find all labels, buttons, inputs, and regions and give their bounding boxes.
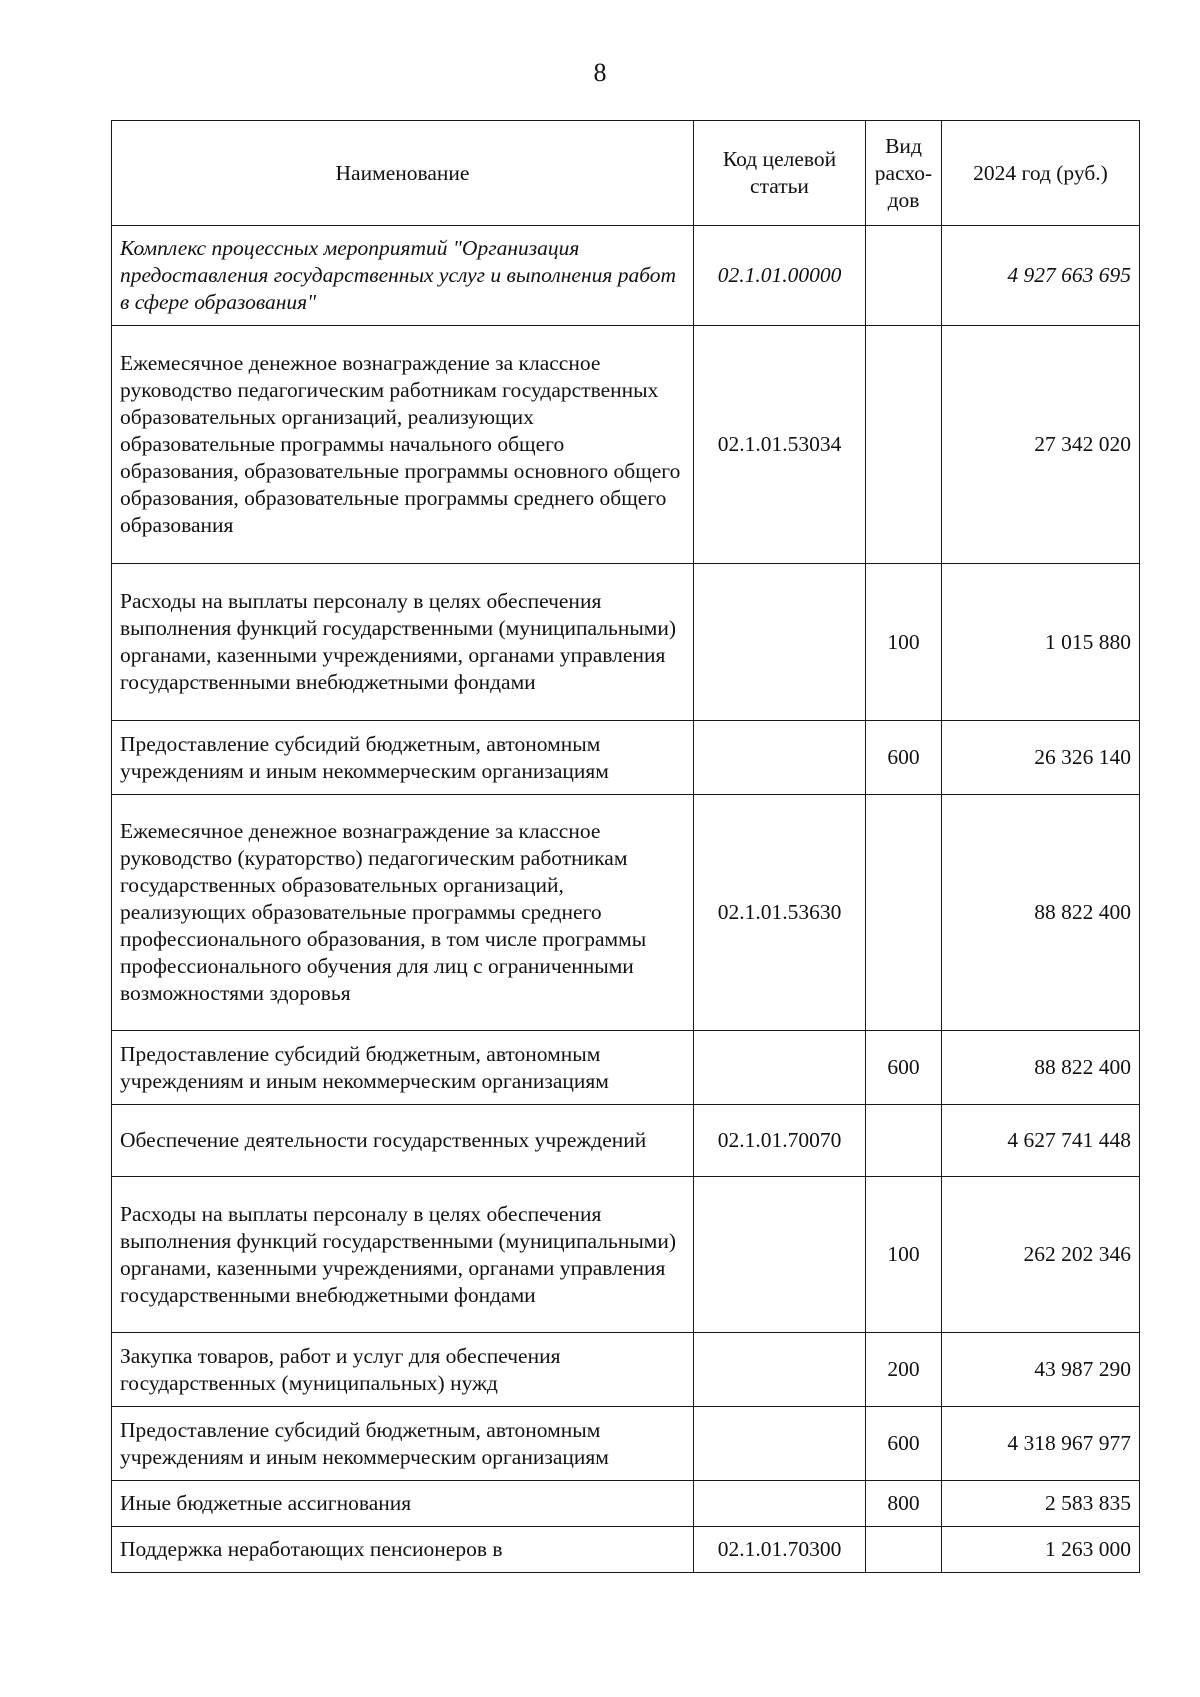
row-name: Предоставление субсидий бюджетным, автономным учреждениям и иным некоммерческим организациям — [112, 1407, 694, 1481]
row-name: Предоставление субсидий бюджетным, автономным учреждениям и иным некоммерческим организациям — [112, 1031, 694, 1105]
table-row — [112, 226, 1140, 326]
row-type — [866, 795, 942, 1031]
table-row — [112, 1407, 1140, 1481]
table-row — [112, 795, 1140, 1031]
table-row — [112, 1105, 1140, 1177]
header-code: Код целевой статьи — [694, 121, 866, 226]
row-code — [694, 1481, 866, 1527]
row-code — [694, 721, 866, 795]
budget-table — [111, 120, 1140, 1573]
row-type: 800 — [866, 1481, 942, 1527]
table-row — [112, 1031, 1140, 1105]
row-type: 600 — [866, 1407, 942, 1481]
row-name: Расходы на выплаты персоналу в целях обеспечения выполнения функций государственными (муниципальными) органами, казенными учреждениями, органами управления государственными внебюджетными фондами — [112, 1177, 694, 1333]
table-row — [112, 1333, 1140, 1407]
row-type — [866, 326, 942, 564]
row-name: Иные бюджетные ассигнования — [112, 1481, 694, 1527]
row-code — [694, 1333, 866, 1407]
table-row — [112, 564, 1140, 721]
row-code: 02.1.01.70300 — [694, 1527, 866, 1573]
row-name: Ежемесячное денежное вознаграждение за классное руководство (кураторство) педагогическим работникам государственных образовательных организаций, реализующих образовательные программы среднего профессионального образования, в том числе программы профессионального обучения для лиц с ограниченными возможностями здоровья — [112, 795, 694, 1031]
row-code — [694, 564, 866, 721]
row-code: 02.1.01.53034 — [694, 326, 866, 564]
row-code: 02.1.01.70070 — [694, 1105, 866, 1177]
row-amount: 43 987 290 — [942, 1333, 1140, 1407]
row-name: Поддержка неработающих пенсионеров в — [112, 1527, 694, 1573]
table-row — [112, 721, 1140, 795]
row-code: 02.1.01.53630 — [694, 795, 866, 1031]
row-code — [694, 1177, 866, 1333]
row-amount: 27 342 020 — [942, 326, 1140, 564]
row-name: Предоставление субсидий бюджетным, автономным учреждениям и иным некоммерческим организациям — [112, 721, 694, 795]
header-name: Наименование — [112, 121, 694, 226]
header-type: Вид расхо-дов — [866, 121, 942, 226]
row-type: 100 — [866, 564, 942, 721]
row-type — [866, 1527, 942, 1573]
page-number: 8 — [593, 58, 607, 87]
table-header-row — [112, 121, 1140, 226]
row-amount: 1 263 000 — [942, 1527, 1140, 1573]
row-amount: 2 583 835 — [942, 1481, 1140, 1527]
row-name: Расходы на выплаты персоналу в целях обеспечения выполнения функций государственными (муниципальными) органами, казенными учреждениями, органами управления государственными внебюджетными фондами — [112, 564, 694, 721]
row-amount: 262 202 346 — [942, 1177, 1140, 1333]
header-amount: 2024 год (руб.) — [942, 121, 1140, 226]
row-code: 02.1.01.00000 — [694, 226, 866, 326]
table-row — [112, 1527, 1140, 1573]
row-type: 100 — [866, 1177, 942, 1333]
table-row — [112, 326, 1140, 564]
row-amount: 4 627 741 448 — [942, 1105, 1140, 1177]
row-amount: 1 015 880 — [942, 564, 1140, 721]
row-name: Закупка товаров, работ и услуг для обеспечения государственных (муниципальных) нужд — [112, 1333, 694, 1407]
row-name: Обеспечение деятельности государственных учреждений — [112, 1105, 694, 1177]
row-type: 600 — [866, 1031, 942, 1105]
table-row — [112, 1177, 1140, 1333]
row-name: Комплекс процессных мероприятий "Организация предоставления государственных услуг и выполнения работ в сфере образования" — [112, 226, 694, 326]
row-type — [866, 226, 942, 326]
row-type: 600 — [866, 721, 942, 795]
row-amount: 4 927 663 695 — [942, 226, 1140, 326]
row-code — [694, 1407, 866, 1481]
table-row — [112, 1481, 1140, 1527]
row-code — [694, 1031, 866, 1105]
row-type — [866, 1105, 942, 1177]
row-amount: 26 326 140 — [942, 721, 1140, 795]
row-name: Ежемесячное денежное вознаграждение за классное руководство педагогическим работникам государственных образовательных организаций, реализующих образовательные программы начального общего образования, образовательные программы основного общего образования, образовательные программы среднего общего образования — [112, 326, 694, 564]
row-amount: 88 822 400 — [942, 795, 1140, 1031]
row-amount: 88 822 400 — [942, 1031, 1140, 1105]
row-amount: 4 318 967 977 — [942, 1407, 1140, 1481]
row-type: 200 — [866, 1333, 942, 1407]
